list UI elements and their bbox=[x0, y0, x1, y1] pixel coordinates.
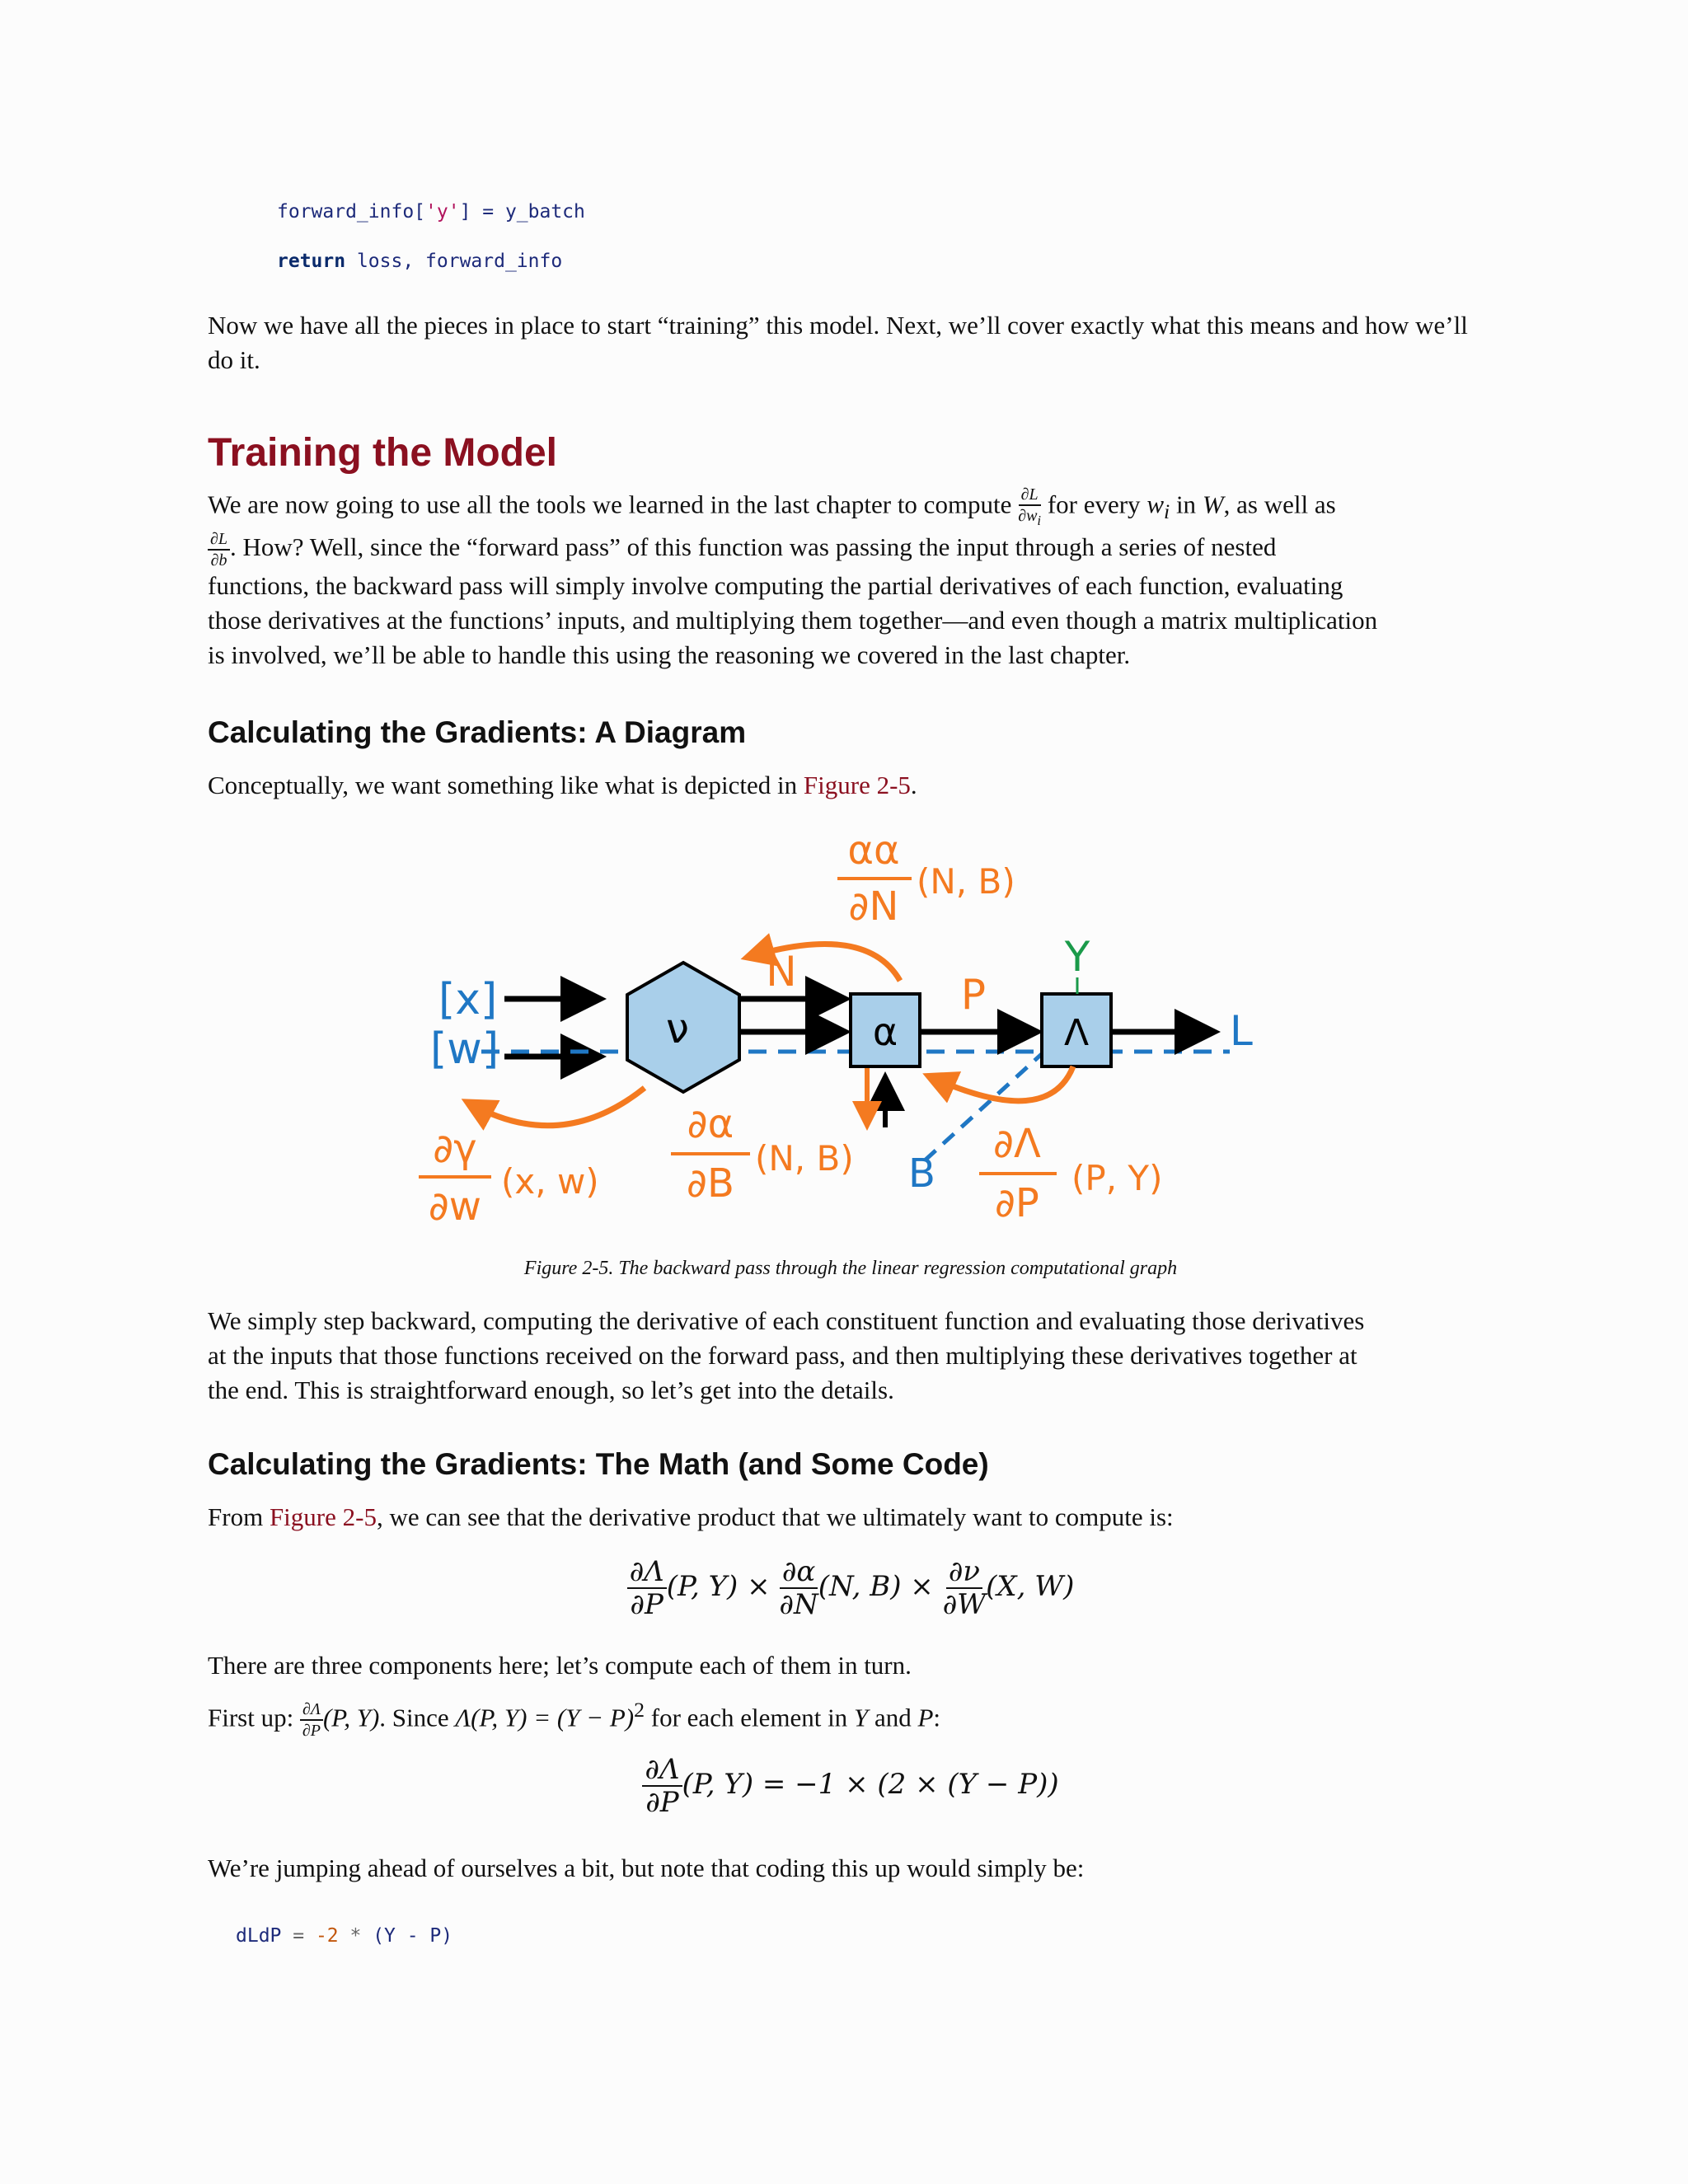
eq-args: (N, B) × bbox=[818, 1570, 934, 1603]
sub: i bbox=[1164, 499, 1170, 524]
code-string: 'y' bbox=[425, 201, 460, 223]
frac-dLambda-dP-inline bbox=[300, 1701, 323, 1739]
code-token: dLdP bbox=[236, 1925, 282, 1947]
code-line-return bbox=[277, 251, 562, 272]
text: . How? Well, since the “forward pass” of this function was passing the input through a series of nested bbox=[230, 532, 1277, 561]
figure-caption: Figure 2-5. The backward pass through the linear regression computational graph bbox=[523, 1258, 1178, 1279]
right-frac-num: ∂Λ bbox=[993, 1121, 1041, 1167]
frac-dLambda-dP bbox=[627, 1555, 667, 1621]
training-paragraph bbox=[208, 486, 1493, 673]
frac-den: ∂b bbox=[210, 551, 227, 569]
code-number: -2 bbox=[315, 1925, 339, 1947]
first-up-line bbox=[208, 1693, 940, 1739]
text: . bbox=[910, 771, 917, 799]
math-intro bbox=[208, 1500, 1174, 1535]
top-frac-args: (N, B) bbox=[917, 861, 1015, 902]
code-op: * bbox=[338, 1925, 373, 1947]
text: , we can see that the derivative product that we ultimately want to compute is: bbox=[376, 1502, 1174, 1531]
computational-graph bbox=[406, 824, 1378, 1236]
text-line: at the inputs that those functions received on the forward pass, and then multiplying these derivatives together at bbox=[208, 1341, 1357, 1370]
eq-args: (P, Y) × bbox=[666, 1570, 771, 1603]
frac-dLambda-dP-2 bbox=[642, 1753, 682, 1819]
orange-arrow-right bbox=[933, 1066, 1073, 1101]
equation-dLambda-dP bbox=[208, 1753, 1493, 1819]
frac-den-text: ∂w bbox=[1018, 507, 1038, 525]
frac-den: ∂P bbox=[302, 1722, 321, 1741]
text: We are now going to use all the tools we learned in the last chapter to compute bbox=[208, 490, 1012, 519]
equation-product bbox=[208, 1555, 1493, 1621]
frac-num: ∂L bbox=[1019, 486, 1041, 506]
frac-den bbox=[1018, 506, 1041, 528]
var-Y: Y bbox=[853, 1703, 869, 1732]
edge-Y-label: Y bbox=[1064, 933, 1090, 981]
figure-link[interactable]: Figure 2-5 bbox=[269, 1502, 377, 1531]
code-token: forward_info[ bbox=[277, 201, 426, 223]
edge-L-label: L bbox=[1230, 1007, 1253, 1055]
code-keyword: return bbox=[277, 251, 346, 272]
frac-num: ∂α bbox=[780, 1558, 818, 1589]
frac-den: ∂P bbox=[630, 1588, 663, 1621]
text: for every bbox=[1047, 490, 1141, 519]
mid-frac-num: ∂α bbox=[687, 1101, 734, 1147]
frac-num: ∂Λ bbox=[642, 1755, 682, 1787]
left-frac-den: ∂w bbox=[428, 1183, 482, 1230]
edge-N-label: N bbox=[766, 948, 797, 996]
frac-num: ∂Λ bbox=[300, 1701, 323, 1721]
code-line-forward-info bbox=[277, 201, 585, 223]
training-line-4: those derivatives at the functions’ inputs, and multiplying them together—and even though a matrix multiplication bbox=[208, 605, 1378, 635]
right-frac-args: (P, Y) bbox=[1071, 1158, 1163, 1198]
code-line-dLdP bbox=[236, 1925, 452, 1947]
input-x-label: [x] bbox=[438, 975, 498, 1024]
frac-num: ∂ν bbox=[946, 1558, 982, 1589]
input-w-label: [w] bbox=[430, 1024, 499, 1074]
dL-dwi-fraction bbox=[1018, 486, 1041, 528]
mid-frac-den: ∂B bbox=[687, 1160, 734, 1207]
eq-rhs: (P, Y) = −1 × (2 × (Y − P)) bbox=[682, 1768, 1059, 1801]
edge-B-label: B bbox=[908, 1151, 935, 1197]
w-i bbox=[1146, 490, 1170, 524]
orange-arrow-left bbox=[471, 1088, 645, 1126]
code-token: loss, forward_info bbox=[345, 251, 563, 272]
frac-dalpha-dN bbox=[779, 1555, 818, 1621]
text: , as well as bbox=[1223, 490, 1336, 519]
node-nu-label: ν bbox=[666, 1005, 689, 1052]
intro-paragraph: Now we have all the pieces in place to start “training” this model. Next, we’ll cover exactly what this means and how we’ll do it. bbox=[208, 311, 1468, 374]
var-W: W bbox=[1202, 490, 1224, 519]
frac-num: ∂Λ bbox=[627, 1558, 667, 1589]
edge-P-label: P bbox=[960, 971, 987, 1019]
frac-den-sub: i bbox=[1037, 513, 1042, 528]
subsection-title-diagram: Calculating the Gradients: A Diagram bbox=[208, 715, 747, 749]
text: From bbox=[208, 1502, 270, 1531]
text: : bbox=[933, 1703, 941, 1732]
text: and bbox=[874, 1703, 912, 1732]
inline-args: (P, Y) bbox=[322, 1703, 380, 1732]
text-line: the end. This is straightforward enough, so let’s get into the details. bbox=[208, 1376, 894, 1404]
var: w bbox=[1146, 490, 1164, 519]
frac-den: ∂P bbox=[645, 1786, 679, 1819]
code-op: = bbox=[281, 1925, 316, 1947]
text-line: We simply step backward, computing the derivative of each constituent function and evaluating those derivatives bbox=[208, 1306, 1365, 1335]
figure-link[interactable]: Figure 2-5 bbox=[803, 771, 911, 799]
left-frac-args: (x, w) bbox=[501, 1161, 599, 1202]
text: First up: bbox=[208, 1703, 294, 1732]
figure-2-5 bbox=[406, 824, 1378, 1236]
left-frac-num: ∂γ bbox=[433, 1126, 477, 1172]
diagram-intro bbox=[208, 768, 917, 803]
after-figure-paragraph bbox=[208, 1304, 1493, 1408]
training-line-3: functions, the backward pass will simply involve computing the partial derivatives of each function, evaluating bbox=[208, 570, 1343, 600]
text: Conceptually, we want something like what is depicted in bbox=[208, 771, 804, 799]
exponent: 2 bbox=[634, 1698, 645, 1722]
text: for each element in bbox=[650, 1703, 848, 1732]
mid-frac-args: (N, B) bbox=[755, 1138, 854, 1179]
node-alpha-label: α bbox=[872, 1010, 898, 1054]
top-frac-num: αα bbox=[847, 827, 900, 874]
var-P: P bbox=[917, 1703, 934, 1732]
frac-dnu-dW bbox=[942, 1555, 987, 1621]
frac-num: ∂L bbox=[208, 531, 230, 551]
text: . Since bbox=[379, 1703, 449, 1732]
section-title: Training the Model bbox=[208, 431, 558, 475]
frac-den: ∂W bbox=[942, 1588, 987, 1621]
three-components: There are three components here; let’s compute each of them in turn. bbox=[208, 1651, 912, 1680]
right-frac-den: ∂P bbox=[995, 1180, 1039, 1226]
node-lambda-label: Λ bbox=[1063, 1012, 1090, 1054]
eq-args: (X, W) bbox=[986, 1570, 1075, 1603]
dL-db-fraction bbox=[208, 531, 230, 569]
top-frac-den: ∂N bbox=[848, 883, 899, 930]
training-line-2 bbox=[208, 530, 1493, 569]
jumping-paragraph: We’re jumping ahead of ourselves a bit, but note that coding this up would simply be: bbox=[208, 1854, 1085, 1882]
text: in bbox=[1175, 490, 1197, 519]
subsection-title-math: Calculating the Gradients: The Math (and Some Code) bbox=[208, 1447, 989, 1481]
training-line-5: is involved, we’ll be able to handle this using the reasoning we covered in the last chapter. bbox=[208, 640, 1131, 669]
code-token: ] = y_batch bbox=[459, 201, 585, 223]
inline-expr: Λ(P, Y) = (Y − P) bbox=[455, 1703, 635, 1732]
frac-den: ∂N bbox=[779, 1588, 818, 1621]
code-token: (Y - P) bbox=[373, 1925, 453, 1947]
training-line-1 bbox=[208, 486, 1493, 530]
